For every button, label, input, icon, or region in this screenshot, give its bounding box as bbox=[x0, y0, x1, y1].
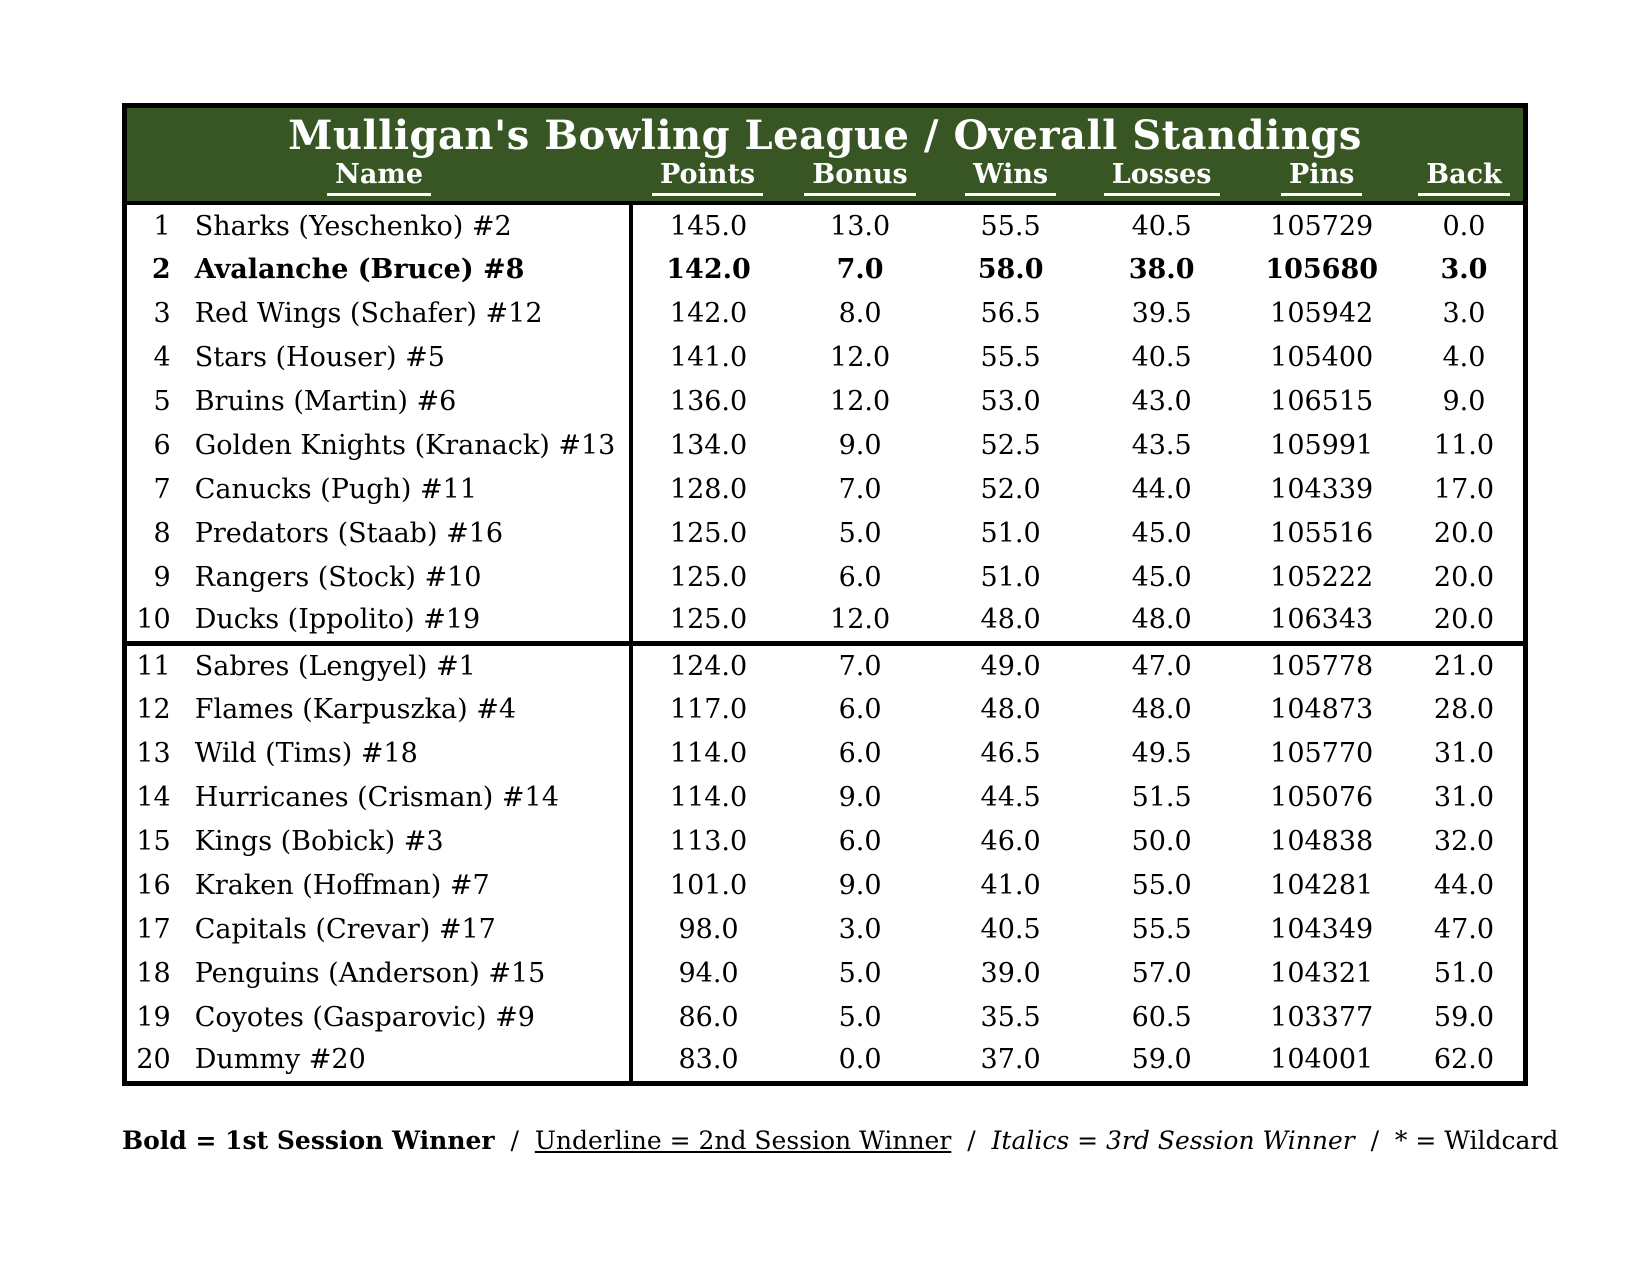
rank-cell: 14 bbox=[136, 781, 171, 813]
team-name-cell: Hurricanes (Crisman) #14 bbox=[187, 775, 632, 819]
losses-cell: 43.5 bbox=[1131, 429, 1192, 461]
pins-cell: 104873 bbox=[1270, 693, 1374, 725]
losses-cell: 51.5 bbox=[1131, 781, 1192, 813]
rank-cell: 19 bbox=[136, 1001, 171, 1033]
points-cell: 113.0 bbox=[669, 825, 748, 857]
bonus-cell: 12.0 bbox=[830, 341, 891, 373]
wins-cell: 52.5 bbox=[980, 429, 1041, 461]
bonus-cell: 12.0 bbox=[830, 385, 891, 417]
points-cell: 142.0 bbox=[669, 297, 748, 329]
column-header-wins: Wins bbox=[936, 159, 1085, 203]
table-row bbox=[125, 907, 1526, 951]
column-header-bonus: Bonus bbox=[784, 159, 937, 203]
legend-separator: / bbox=[951, 1126, 992, 1155]
pins-cell: 104349 bbox=[1270, 913, 1374, 945]
legend-item: Underline = 2nd Session Winner bbox=[534, 1126, 952, 1155]
back-cell: 31.0 bbox=[1433, 781, 1495, 813]
team-name-cell: Canucks (Pugh) #11 bbox=[187, 467, 632, 511]
back-cell: 20.0 bbox=[1433, 517, 1495, 549]
table-row bbox=[125, 511, 1526, 555]
rank-cell: 15 bbox=[136, 825, 171, 857]
team-name-cell: Avalanche (Bruce) #8 bbox=[187, 247, 632, 291]
bonus-cell: 6.0 bbox=[838, 825, 882, 857]
wins-cell: 56.5 bbox=[980, 297, 1041, 329]
losses-cell: 60.5 bbox=[1131, 1001, 1192, 1033]
table-row bbox=[125, 951, 1526, 995]
team-name-cell: Sabres (Lengyel) #1 bbox=[187, 643, 632, 687]
points-cell: 134.0 bbox=[669, 429, 748, 461]
table-row bbox=[125, 203, 1526, 247]
losses-cell: 48.0 bbox=[1131, 693, 1192, 725]
team-name-cell: Stars (Houser) #5 bbox=[187, 335, 632, 379]
points-cell: 83.0 bbox=[678, 1044, 739, 1076]
table-row bbox=[125, 423, 1526, 467]
table-row bbox=[125, 819, 1526, 863]
points-cell: 125.0 bbox=[631, 599, 784, 643]
standings-table bbox=[122, 103, 1528, 1086]
column-header-name: Name bbox=[125, 159, 632, 203]
points-cell: 114.0 bbox=[669, 737, 748, 769]
wins-cell: 48.0 bbox=[980, 693, 1041, 725]
rank-cell: 12 bbox=[136, 693, 171, 725]
rank-cell: 6 bbox=[153, 429, 171, 461]
legend-item: * = Wildcard bbox=[1394, 1126, 1559, 1155]
team-name-cell: Sharks (Yeschenko) #2 bbox=[187, 203, 632, 247]
bonus-cell: 13.0 bbox=[830, 210, 891, 242]
pins-cell: 105680 bbox=[1265, 253, 1379, 285]
table-row bbox=[125, 291, 1526, 335]
points-cell: 98.0 bbox=[678, 913, 739, 945]
wins-cell: 40.5 bbox=[980, 913, 1041, 945]
bonus-cell: 7.0 bbox=[838, 650, 882, 682]
back-cell: 3.0 bbox=[1442, 297, 1486, 329]
bonus-cell: 9.0 bbox=[838, 869, 882, 901]
rank-cell: 2 bbox=[151, 253, 171, 285]
bonus-cell: 6.0 bbox=[838, 693, 882, 725]
wins-cell: 51.0 bbox=[980, 561, 1041, 593]
table-row bbox=[125, 863, 1526, 907]
team-name-cell: Capitals (Crevar) #17 bbox=[187, 907, 632, 951]
pins-cell: 104001 bbox=[1270, 1044, 1374, 1076]
table-row bbox=[125, 599, 1526, 643]
column-header-losses: Losses bbox=[1085, 159, 1239, 203]
team-name-cell: Dummy #20 bbox=[187, 1039, 632, 1083]
losses-cell: 45.0 bbox=[1131, 561, 1192, 593]
bonus-cell: 5.0 bbox=[838, 1001, 882, 1033]
table-row bbox=[125, 1039, 1526, 1083]
pins-cell: 103377 bbox=[1270, 1001, 1374, 1033]
team-name-cell: Ducks (Ippolito) #19 bbox=[187, 599, 632, 643]
losses-cell: 44.0 bbox=[1131, 473, 1192, 505]
rank-cell: 17 bbox=[136, 913, 171, 945]
back-cell: 62.0 bbox=[1433, 1044, 1495, 1076]
losses-cell: 40.5 bbox=[1131, 210, 1192, 242]
back-cell: 17.0 bbox=[1433, 473, 1495, 505]
points-cell: 94.0 bbox=[678, 957, 739, 989]
legend-item: Bold = 1st Session Winner bbox=[122, 1126, 495, 1155]
table-row bbox=[125, 555, 1526, 599]
bonus-cell: 12.0 bbox=[784, 599, 937, 643]
table-header bbox=[125, 106, 1526, 204]
table-row bbox=[125, 643, 1526, 687]
team-name-cell: Golden Knights (Kranack) #13 bbox=[187, 423, 632, 467]
losses-cell: 48.0 bbox=[1085, 599, 1239, 643]
pins-cell: 105076 bbox=[1270, 781, 1374, 813]
back-cell: 28.0 bbox=[1433, 693, 1495, 725]
team-name-cell: Red Wings (Schafer) #12 bbox=[187, 291, 632, 335]
table-row bbox=[125, 995, 1526, 1039]
points-cell: 141.0 bbox=[669, 341, 748, 373]
team-name-cell: Rangers (Stock) #10 bbox=[187, 555, 632, 599]
points-cell: 125.0 bbox=[669, 517, 748, 549]
points-cell: 136.0 bbox=[669, 385, 748, 417]
points-cell: 117.0 bbox=[669, 693, 748, 725]
table-row bbox=[125, 775, 1526, 819]
back-cell: 11.0 bbox=[1433, 429, 1495, 461]
column-header-points: Points bbox=[631, 159, 784, 203]
back-cell: 31.0 bbox=[1433, 737, 1495, 769]
losses-cell: 38.0 bbox=[1128, 253, 1195, 285]
rank-cell: 5 bbox=[153, 385, 171, 417]
losses-cell: 47.0 bbox=[1131, 650, 1192, 682]
wins-cell: 55.5 bbox=[980, 341, 1041, 373]
back-cell: 20.0 bbox=[1405, 599, 1526, 643]
wins-cell: 53.0 bbox=[980, 385, 1041, 417]
wins-cell: 58.0 bbox=[977, 253, 1044, 285]
team-name-cell: Penguins (Anderson) #15 bbox=[187, 951, 632, 995]
wins-cell: 51.0 bbox=[980, 517, 1041, 549]
back-cell: 0.0 bbox=[1442, 210, 1486, 242]
losses-cell: 49.5 bbox=[1131, 737, 1192, 769]
team-name-cell: Coyotes (Gasparovic) #9 bbox=[187, 995, 632, 1039]
wins-cell: 48.0 bbox=[936, 599, 1085, 643]
page-title: Mulligan's Bowling League / Overall Standings bbox=[125, 106, 1526, 160]
back-cell: 32.0 bbox=[1433, 825, 1495, 857]
table-row bbox=[125, 467, 1526, 511]
pins-cell: 105991 bbox=[1270, 429, 1374, 461]
pins-cell: 104321 bbox=[1270, 957, 1374, 989]
points-cell: 128.0 bbox=[669, 473, 748, 505]
table-row bbox=[125, 731, 1526, 775]
rank-cell: 10 bbox=[125, 599, 187, 643]
pins-cell: 104281 bbox=[1270, 869, 1374, 901]
losses-cell: 55.0 bbox=[1131, 869, 1192, 901]
bonus-cell: 5.0 bbox=[838, 517, 882, 549]
wins-cell: 44.5 bbox=[980, 781, 1041, 813]
back-cell: 44.0 bbox=[1433, 869, 1495, 901]
wins-cell: 46.5 bbox=[980, 737, 1041, 769]
legend-separator: / bbox=[494, 1126, 535, 1155]
table-row bbox=[125, 379, 1526, 423]
bonus-cell: 3.0 bbox=[838, 913, 882, 945]
column-header-back: Back bbox=[1405, 159, 1526, 203]
rank-cell: 20 bbox=[136, 1044, 171, 1076]
back-cell: 51.0 bbox=[1433, 957, 1495, 989]
rank-cell: 4 bbox=[153, 341, 171, 373]
column-header-row bbox=[125, 159, 1526, 203]
standings-section bbox=[122, 103, 1528, 1086]
team-name-cell: Kings (Bobick) #3 bbox=[187, 819, 632, 863]
pins-cell: 106343 bbox=[1238, 599, 1405, 643]
points-cell: 142.0 bbox=[666, 253, 751, 285]
losses-cell: 45.0 bbox=[1131, 517, 1192, 549]
column-header-pins: Pins bbox=[1238, 159, 1405, 203]
back-cell: 21.0 bbox=[1433, 650, 1495, 682]
pins-cell: 105516 bbox=[1270, 517, 1374, 549]
pins-cell: 105729 bbox=[1270, 210, 1374, 242]
back-cell: 47.0 bbox=[1433, 913, 1495, 945]
pins-cell: 106515 bbox=[1270, 385, 1374, 417]
back-cell: 3.0 bbox=[1440, 253, 1488, 285]
wins-cell: 37.0 bbox=[980, 1044, 1041, 1076]
back-cell: 20.0 bbox=[1433, 561, 1495, 593]
team-name-cell: Bruins (Martin) #6 bbox=[187, 379, 632, 423]
rank-cell: 1 bbox=[153, 210, 171, 242]
points-cell: 86.0 bbox=[678, 1001, 739, 1033]
team-name-cell: Predators (Staab) #16 bbox=[187, 511, 632, 555]
back-cell: 9.0 bbox=[1442, 385, 1486, 417]
legend-separator: / bbox=[1354, 1126, 1395, 1155]
wins-cell: 46.0 bbox=[980, 825, 1041, 857]
losses-cell: 57.0 bbox=[1131, 957, 1192, 989]
wins-cell: 35.5 bbox=[980, 1001, 1041, 1033]
bonus-cell: 7.0 bbox=[836, 253, 884, 285]
wins-cell: 49.0 bbox=[980, 650, 1041, 682]
rank-cell: 18 bbox=[136, 957, 171, 989]
title-row bbox=[125, 106, 1526, 160]
back-cell: 4.0 bbox=[1442, 341, 1486, 373]
team-name-cell: Wild (Tims) #18 bbox=[187, 731, 632, 775]
team-name-cell: Flames (Karpuszka) #4 bbox=[187, 687, 632, 731]
table-row bbox=[125, 247, 1526, 291]
bonus-cell: 0.0 bbox=[838, 1044, 882, 1076]
losses-cell: 39.5 bbox=[1131, 297, 1192, 329]
pins-cell: 105942 bbox=[1270, 297, 1374, 329]
losses-cell: 43.0 bbox=[1131, 385, 1192, 417]
bonus-cell: 7.0 bbox=[838, 473, 882, 505]
wins-cell: 52.0 bbox=[980, 473, 1041, 505]
rank-cell: 16 bbox=[136, 869, 171, 901]
team-name-cell: Kraken (Hoffman) #7 bbox=[187, 863, 632, 907]
pins-cell: 105222 bbox=[1270, 561, 1374, 593]
wins-cell: 55.5 bbox=[980, 210, 1041, 242]
standings-body bbox=[125, 203, 1526, 1083]
losses-cell: 55.5 bbox=[1131, 913, 1192, 945]
wins-cell: 39.0 bbox=[980, 957, 1041, 989]
pins-cell: 105400 bbox=[1270, 341, 1374, 373]
bonus-cell: 5.0 bbox=[838, 957, 882, 989]
table-row bbox=[125, 335, 1526, 379]
points-cell: 101.0 bbox=[669, 869, 748, 901]
pins-cell: 104339 bbox=[1270, 473, 1374, 505]
rank-cell: 9 bbox=[153, 561, 171, 593]
rank-cell: 3 bbox=[153, 297, 171, 329]
losses-cell: 59.0 bbox=[1131, 1044, 1192, 1076]
bonus-cell: 8.0 bbox=[838, 297, 882, 329]
pins-cell: 105770 bbox=[1270, 737, 1374, 769]
rank-cell: 11 bbox=[136, 650, 171, 682]
points-cell: 145.0 bbox=[669, 210, 748, 242]
legend bbox=[122, 1121, 1559, 1161]
bonus-cell: 6.0 bbox=[838, 737, 882, 769]
rank-cell: 7 bbox=[153, 473, 171, 505]
legend-item: Italics = 3rd Session Winner bbox=[991, 1126, 1355, 1155]
rank-cell: 8 bbox=[153, 517, 171, 549]
wins-cell: 41.0 bbox=[980, 869, 1041, 901]
points-cell: 125.0 bbox=[669, 561, 748, 593]
rank-cell: 13 bbox=[136, 737, 171, 769]
losses-cell: 40.5 bbox=[1131, 341, 1192, 373]
back-cell: 59.0 bbox=[1433, 1001, 1495, 1033]
points-cell: 114.0 bbox=[669, 781, 748, 813]
pins-cell: 105778 bbox=[1270, 650, 1374, 682]
losses-cell: 50.0 bbox=[1131, 825, 1192, 857]
points-cell: 124.0 bbox=[669, 650, 748, 682]
table-row bbox=[125, 687, 1526, 731]
bonus-cell: 6.0 bbox=[838, 561, 882, 593]
bonus-cell: 9.0 bbox=[838, 781, 882, 813]
pins-cell: 104838 bbox=[1270, 825, 1374, 857]
bonus-cell: 9.0 bbox=[838, 429, 882, 461]
